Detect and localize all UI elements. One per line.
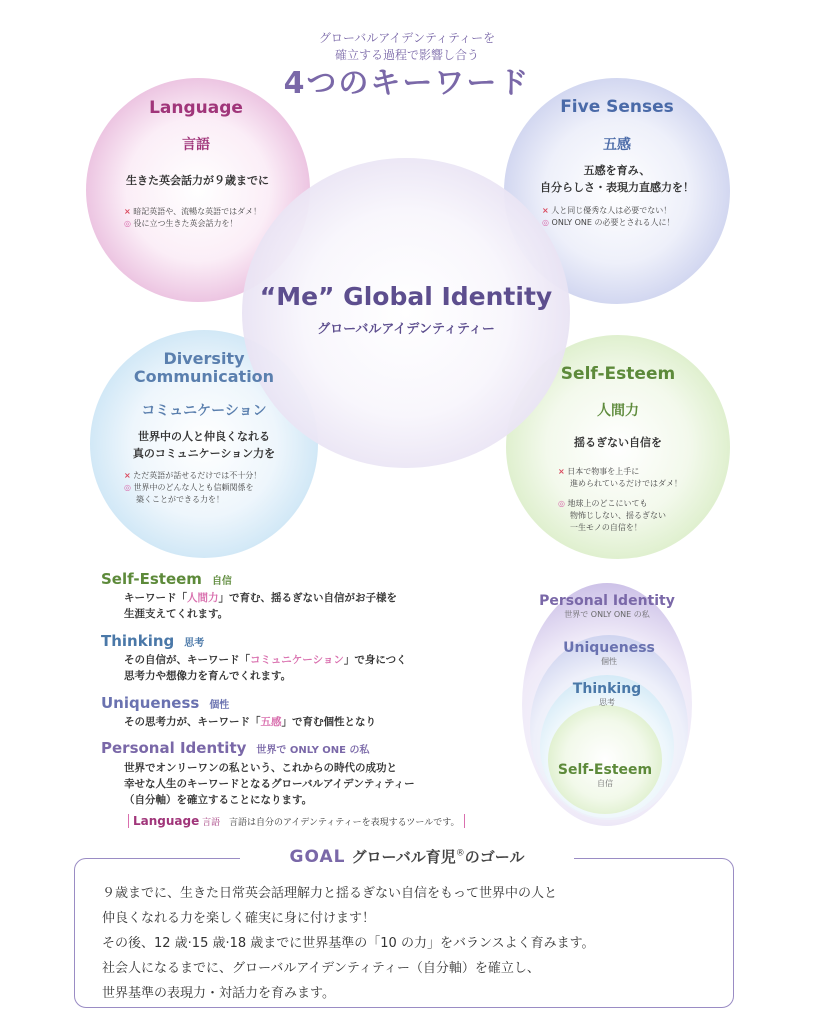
header-subtitle-line1: グローバルアイデンティティーを xyxy=(318,31,496,45)
center-title-jp: グローバルアイデンティティー xyxy=(317,322,495,337)
kw-self-esteem-jp: 自信 xyxy=(211,576,232,587)
language-note-text: 言語は自分のアイデンティティーを表現するツールです。 xyxy=(229,818,460,828)
circle-mark: ◎ xyxy=(124,219,131,228)
goal-line-4: 社会人になるまでに、グローバルアイデンティティー（自分軸）を確立し、 xyxy=(102,961,540,976)
self-esteem-note-o3: 一生モノの自信を！ xyxy=(570,523,642,532)
kw-thinking-en: Thinking xyxy=(101,632,175,650)
nest-personal-label xyxy=(522,593,692,620)
kw-uniqueness-heading xyxy=(101,694,229,712)
language-note-en: Language xyxy=(133,814,200,828)
cross-mark: × xyxy=(558,467,565,476)
diversity-note-x: ただ英語が話せるだけでは不十分！ xyxy=(133,471,262,480)
diversity-body xyxy=(100,428,308,462)
diversity-notes xyxy=(124,470,304,506)
kw-text: その思考力が、キーワード「 xyxy=(124,716,261,728)
kw-text: 」で育む個性となり xyxy=(281,716,376,728)
circle-mark: ◎ xyxy=(124,483,131,492)
nest-personal-jp: 世界で ONLY ONE の私 xyxy=(564,610,650,619)
goal-line-5: 世界基準の表現力・対話力を育みます。 xyxy=(102,986,335,1001)
nest-thinking-label xyxy=(540,681,674,708)
global-identity-circle xyxy=(242,158,570,468)
cross-mark: × xyxy=(542,206,549,215)
language-title-jp: 言語 xyxy=(182,137,210,153)
language-notes xyxy=(124,206,294,230)
diversity-title-line1: Diversity xyxy=(163,349,245,368)
goal-title-tail: のゴール xyxy=(464,848,525,866)
circle-mark: ◎ xyxy=(542,218,549,227)
five-senses-body-line1: 五感を育み、 xyxy=(583,164,651,177)
kw-uniqueness-desc xyxy=(124,714,376,730)
kw-thinking-desc xyxy=(124,652,407,684)
diversity-title-line2: Communication xyxy=(133,367,275,386)
kw-self-esteem-heading xyxy=(101,570,232,588)
five-senses-title-jp: 五感 xyxy=(603,137,631,153)
goal-line-3: その後、12 歳·15 歳·18 歳までに世界基準の「10 の力」をバランスよく育みます。 xyxy=(102,936,595,951)
center-title-en: “Me” Global Identity xyxy=(259,282,553,311)
kw-personal-en: Personal Identity xyxy=(101,739,247,757)
five-senses-body-line2: 自分らしさ・表現力直感力を！ xyxy=(540,181,694,194)
goal-title-text: グローバル育児 xyxy=(351,848,456,866)
self-esteem-title-en: Self-Esteem xyxy=(560,364,676,384)
nest-personal-en: Personal Identity xyxy=(539,593,675,609)
goal-word: GOAL xyxy=(289,847,346,867)
kw-text: 幸せな人生のキーワードとなるグローバルアイデンティティー xyxy=(124,778,415,790)
circle-mark: ◎ xyxy=(558,499,565,508)
nest-self-esteem-label xyxy=(548,762,662,789)
kw-thinking-heading xyxy=(101,632,204,650)
language-note xyxy=(128,814,465,828)
self-esteem-note-x2: 進められているだけではダメ！ xyxy=(570,479,682,488)
header-subtitle-line2: 確立する過程で影響し合う xyxy=(334,48,479,62)
kw-text: （自分軸）を確立することになります。 xyxy=(124,794,313,806)
nest-uniqueness-label xyxy=(530,640,688,667)
self-esteem-notes xyxy=(558,466,718,534)
diversity-body-line2: 真のコミュニケーション力を xyxy=(132,447,276,460)
kw-self-esteem-en: Self-Esteem xyxy=(101,570,202,588)
diversity-note-o1: 世界中のどんな人とも信頼関係を xyxy=(133,483,254,492)
five-senses-note-o: ONLY ONE の必要とされる人に！ xyxy=(551,218,675,227)
kw-text: その自信が、キーワード「 xyxy=(124,654,250,666)
kw-highlight: コミュニケーション xyxy=(250,654,344,666)
self-esteem-body: 揺るぎない自信を xyxy=(574,436,662,449)
language-note-o: 役に立つ生きた英会話力を！ xyxy=(133,219,238,228)
self-esteem-note-x1: 日本で物事を上手に xyxy=(567,467,640,476)
five-senses-notes xyxy=(542,205,712,229)
goal-line-1: ９歳までに、生きた日常英会話理解力と揺るぎない自信をもって世界中の人と xyxy=(102,886,558,901)
diversity-body-line1: 世界中の人と仲良くなれる xyxy=(138,430,270,443)
kw-highlight: 五感 xyxy=(260,716,282,728)
kw-text: 」で育む、揺るぎない自信がお子様を xyxy=(218,592,397,604)
kw-highlight: 人間力 xyxy=(187,592,219,604)
five-senses-body xyxy=(515,162,719,196)
nest-thinking-en: Thinking xyxy=(572,681,642,697)
goal-title xyxy=(240,846,574,867)
nest-thinking-jp: 思考 xyxy=(599,698,615,707)
registered-mark: ® xyxy=(455,848,465,859)
self-esteem-note-o2: 物怖じしない、揺るぎない xyxy=(570,511,666,520)
nest-uniqueness-en: Uniqueness xyxy=(563,640,655,656)
kw-text: 思考力や想像力を育んでくれます。 xyxy=(124,670,292,682)
five-senses-title-en: Five Senses xyxy=(560,97,674,117)
kw-personal-jp: 世界で ONLY ONE の私 xyxy=(256,745,370,756)
self-esteem-title-jp: 人間力 xyxy=(597,403,639,419)
nest-self-esteem-circle xyxy=(548,705,662,814)
kw-thinking-jp: 思考 xyxy=(184,638,205,649)
cross-mark: × xyxy=(124,471,131,480)
kw-text: 世界でオンリーワンの私という、これからの時代の成功と xyxy=(124,762,397,774)
goal-line-2: 仲良くなれる力を楽しく確実に身に付けます！ xyxy=(102,911,376,926)
nest-self-esteem-jp: 自信 xyxy=(597,779,613,788)
kw-personal-heading xyxy=(101,739,369,757)
cross-mark: × xyxy=(124,207,131,216)
kw-self-esteem-desc xyxy=(124,590,397,622)
nest-self-esteem-en: Self-Esteem xyxy=(557,762,653,778)
self-esteem-note-o1: 地球上のどこにいても xyxy=(567,499,648,508)
kw-personal-desc xyxy=(124,760,415,808)
kw-uniqueness-jp: 個性 xyxy=(209,700,230,711)
diversity-title-jp: コミュニケーション xyxy=(141,403,267,419)
kw-text: 」で身につく xyxy=(343,654,407,666)
nest-uniqueness-jp: 個性 xyxy=(601,657,617,666)
language-note-x: 暗記英語や、流暢な英語ではダメ！ xyxy=(133,207,262,216)
diversity-note-o2: 築くことができる力を！ xyxy=(136,495,224,504)
kw-uniqueness-en: Uniqueness xyxy=(101,694,200,712)
language-note-jp: 言語 xyxy=(202,818,221,828)
diversity-title-en xyxy=(110,350,298,386)
language-title-en: Language xyxy=(149,98,243,118)
language-body: 生きた英会話力が９歳までに xyxy=(126,174,269,187)
page-title: 4つのキーワード xyxy=(283,66,531,101)
five-senses-note-x: 人と同じ優秀な人は必要でない！ xyxy=(551,206,672,215)
kw-text: キーワード「 xyxy=(124,592,187,604)
kw-text: 生涯支えてくれます。 xyxy=(124,608,229,620)
